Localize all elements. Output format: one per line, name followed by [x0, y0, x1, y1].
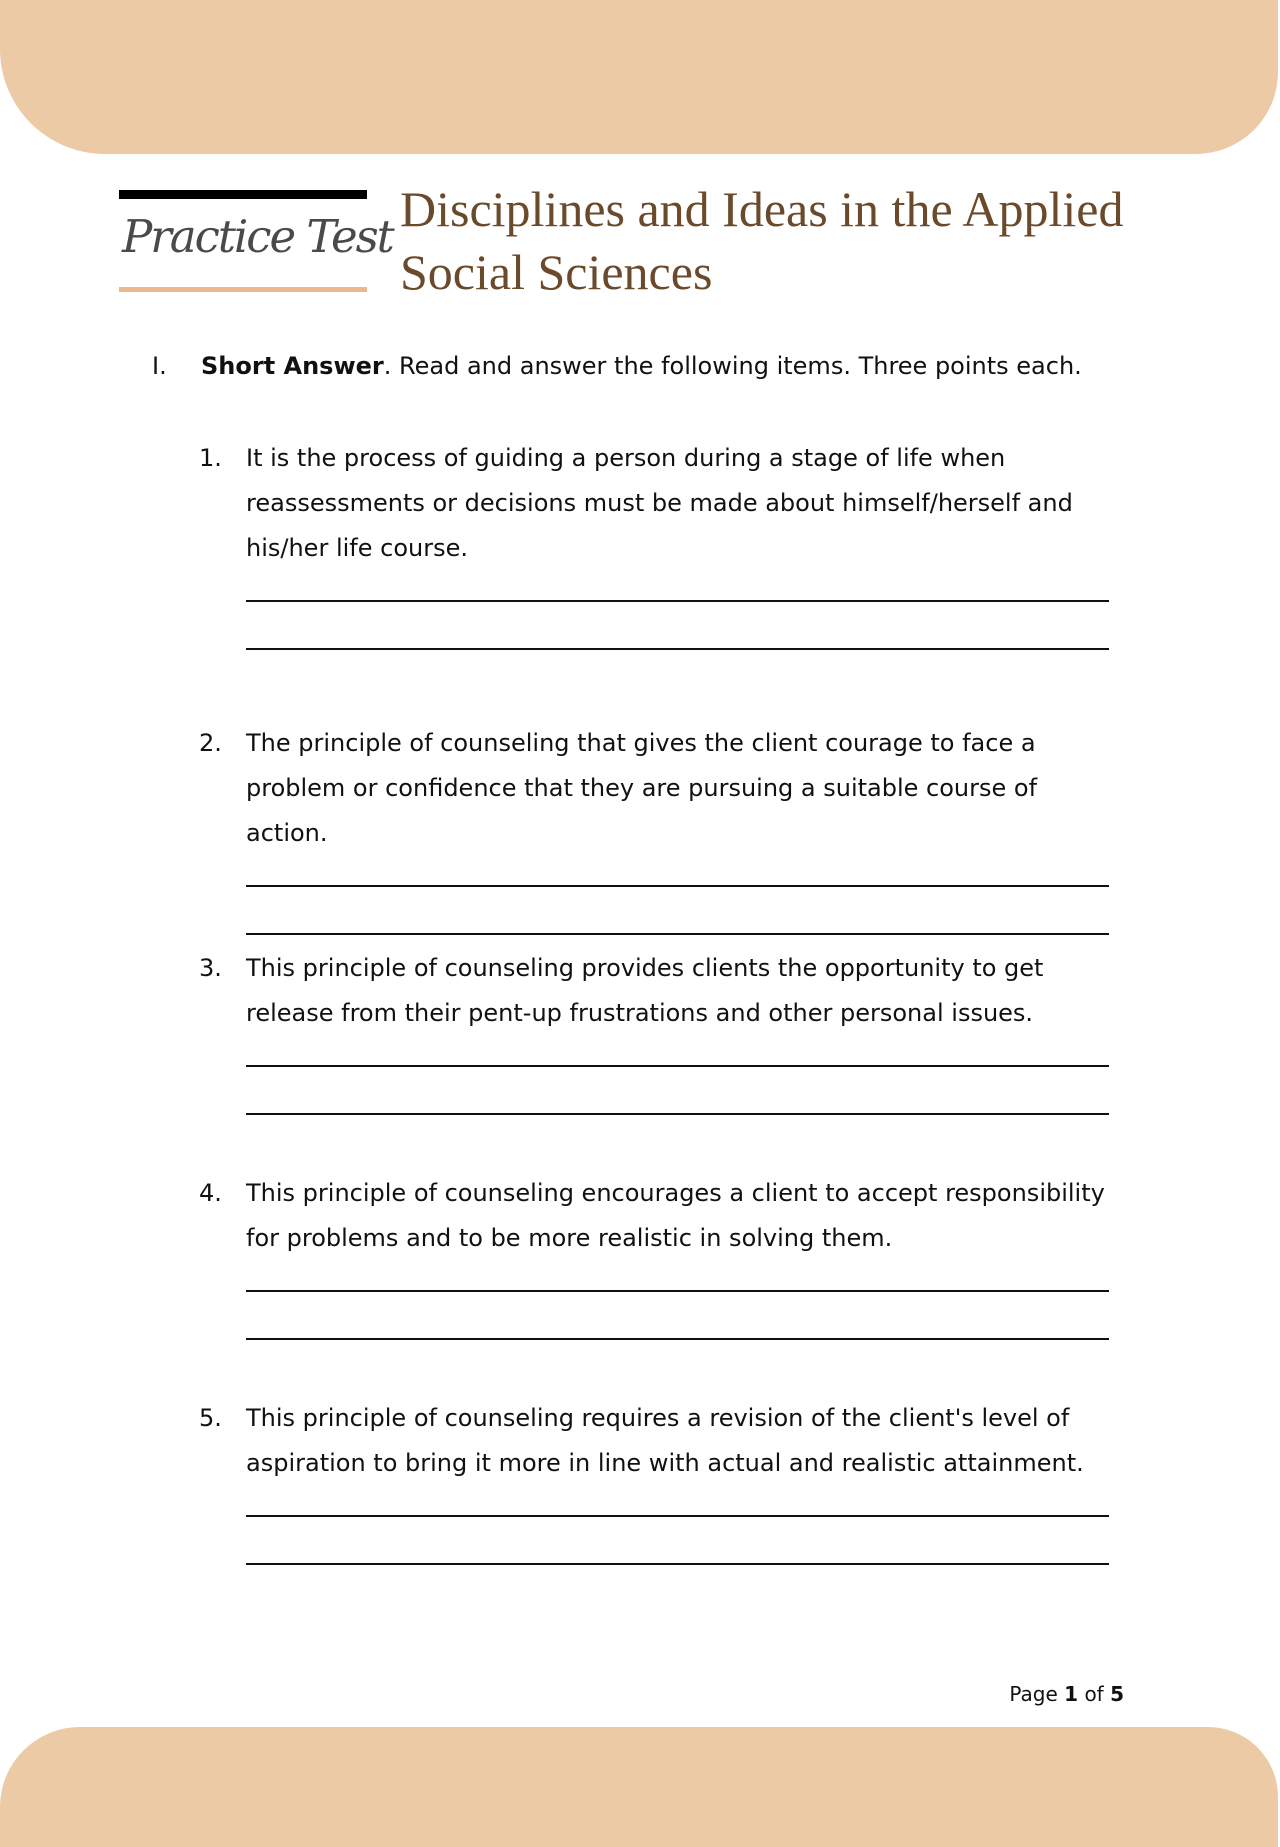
- question-number: 2.: [199, 729, 222, 757]
- question-5: [199, 1396, 1129, 1565]
- badge-bottom-rule: [119, 287, 367, 292]
- question-text: It is the process of guiding a person during a stage of life when reassessments or decisions must be made about himself/herself and his/her life course.: [246, 444, 1073, 562]
- answer-line[interactable]: [246, 600, 1109, 602]
- answer-line[interactable]: [246, 1065, 1109, 1067]
- answer-line[interactable]: [246, 1515, 1109, 1517]
- practice-test-badge: [119, 190, 393, 294]
- question-text: This principle of counseling requires a revision of the client's level of aspiration to bring it more in line with actual and realistic attainment.: [246, 1404, 1084, 1477]
- question-number: 1.: [199, 444, 222, 472]
- question-text: This principle of counseling provides clients the opportunity to get release from their pent-up frustrations and other personal issues.: [246, 954, 1044, 1027]
- question-number: 3.: [199, 954, 222, 982]
- section-heading: [152, 352, 1082, 380]
- answer-line[interactable]: [246, 933, 1109, 935]
- badge-label: Practice Test: [122, 210, 393, 263]
- page-number: [1009, 1682, 1124, 1706]
- header-band: [0, 0, 1278, 154]
- badge-top-rule: [119, 190, 367, 199]
- of-word: of: [1084, 1682, 1104, 1706]
- answer-line[interactable]: [246, 648, 1109, 650]
- current-page: 1: [1064, 1682, 1079, 1706]
- question-text: This principle of counseling encourages a client to accept responsibility for problems and to be more realistic in solving them.: [246, 1179, 1105, 1252]
- section-instructions: . Read and answer the following items. Three points each.: [383, 352, 1082, 380]
- section-number: I.: [152, 352, 167, 380]
- answer-line[interactable]: [246, 1338, 1109, 1340]
- question-number: 4.: [199, 1179, 222, 1207]
- question-text: The principle of counseling that gives the client courage to face a problem or confidence that they are pursuing a suitable course of action.: [246, 729, 1038, 847]
- document-title: Disciplines and Ideas in the Applied Social Sciences: [400, 181, 1124, 300]
- section-title: Short Answer: [201, 352, 384, 380]
- answer-line[interactable]: [246, 1113, 1109, 1115]
- question-2: [199, 721, 1129, 935]
- footer-band: [0, 1727, 1278, 1847]
- question-4: [199, 1171, 1129, 1340]
- question-1: [199, 436, 1129, 650]
- page-word: Page: [1009, 1682, 1058, 1706]
- question-3: [199, 946, 1129, 1115]
- answer-line[interactable]: [246, 885, 1109, 887]
- answer-line[interactable]: [246, 1563, 1109, 1565]
- total-pages: 5: [1110, 1682, 1124, 1706]
- answer-line[interactable]: [246, 1290, 1109, 1292]
- question-number: 5.: [199, 1404, 222, 1432]
